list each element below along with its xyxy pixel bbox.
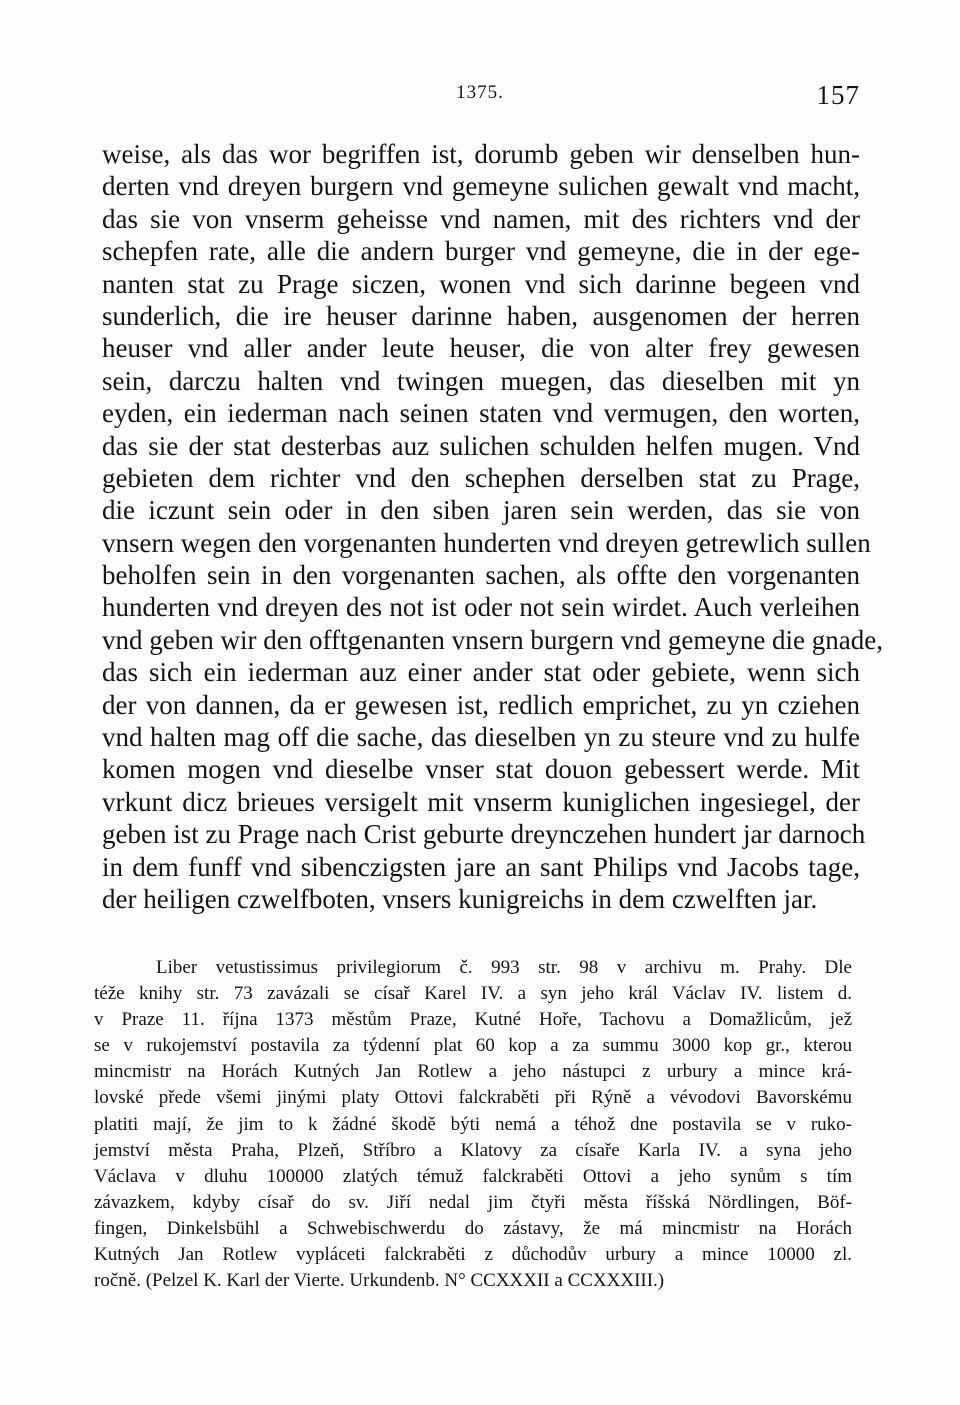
charter-text-line: vrkunt dicz brieues versigelt mit vnserm kuniglichen ingesiegel, der (102, 786, 860, 817)
editorial-note-line: Liber vetustissimus privilegiorum č. 993 str. 98 v archivu m. Prahy. Dle (156, 957, 852, 978)
editorial-note-line: téže knihy str. 73 zavázali se císař Karel IV. a syn jeho král Václav IV. listem d. (94, 983, 852, 1005)
charter-text-line: schepfen rate, alle die andern burger vnd gemeyne, die in der ege- (102, 236, 860, 267)
charter-text-line: die iczunt sein oder in den siben jaren sein werden, das sie von (102, 495, 860, 526)
charter-text-line: sunderlich, die ire heuser darinne haben, ausgenomen der herren (102, 300, 860, 331)
editorial-note-line: Kutných Jan Rotlew vypláceti falckraběti z důchodův urbury a mince 10000 zl. (94, 1244, 852, 1266)
charter-text-line: vnd halten mag off die sache, das dieselben yn zu steure vnd zu hulfe (102, 722, 860, 753)
editorial-note-line: platiti mají, že jim to k žádné škodě býti nemá a téhož dne postavila se v ruko- (94, 1113, 852, 1135)
running-head-year: 1375. (456, 82, 504, 103)
page-number: 157 (816, 80, 860, 110)
charter-text-line: das sich ein iederman auz einer ander stat oder gebiete, wenn sich (102, 657, 860, 688)
charter-text-line: derten vnd dreyen burgern vnd gemeyne sulichen gewalt vnd macht, (102, 171, 860, 202)
charter-text-line: das sie von vnserm geheisse vnd namen, mit des richters vnd der (102, 203, 860, 234)
editorial-note-line: fingen, Dinkelsbühl a Schwebischwerdu do zástavy, že má mincmistr na Horách (94, 1217, 852, 1239)
charter-text-line: weise, als das wor begriffen ist, dorumb geben wir denselben hun- (102, 139, 860, 169)
editorial-note-line: v Praze 11. října 1373 městům Praze, Kutné Hoře, Tachovu a Domažlicům, jež (94, 1009, 852, 1031)
charter-text-line: vnd geben wir den offtgenanten vnsern burgern vnd gemeyne die gnade, (102, 624, 884, 655)
editorial-note-line: závazkem, kdyby císař do sv. Jiří nedal jim čtyři města říšská Nördlingen, Böf- (94, 1191, 852, 1213)
charter-text-line: vnsern wegen den vorgenanten hunderten vnd dreyen getrewlich sullen (102, 527, 871, 558)
editorial-note-line: jemství města Praha, Plzeň, Stříbro a Klatovy za císaře Karla IV. a syna jeho (94, 1139, 852, 1161)
charter-text-line: geben ist zu Prage nach Crist geburte dreynczehen hundert jar darnoch (102, 819, 866, 850)
charter-text-line: das sie der stat desterbas auz sulichen schulden helfen mugen. Vnd (102, 430, 860, 461)
charter-text-line: heuser vnd aller ander leute heuser, die von alter frey gewesen (102, 333, 860, 364)
charter-text-line: sein, darczu halten vnd twingen muegen, das dieselben mit yn (102, 365, 860, 396)
editorial-note-line: lovské přede všemi jinými platy Ottovi falckraběti při Rýně a vévodovi Bavorskému (94, 1087, 852, 1109)
editorial-note-line: mincmistr na Horách Kutných Jan Rotlew a jeho nástupci z urbury a mince krá- (94, 1061, 852, 1083)
charter-text-line: eyden, ein iederman nach seinen staten vnd vermugen, den worten, (102, 398, 860, 429)
editorial-note (94, 955, 852, 1294)
charter-text-line: der von dannen, da er gewesen ist, redlich emprichet, zu yn cziehen (102, 689, 860, 720)
charter-text (102, 138, 884, 915)
charter-text-line: komen mogen vnd dieselbe vnser stat douon gebessert werde. Mit (102, 754, 860, 785)
editorial-note-line: Václava v dluhu 100000 zlatých témuž falckraběti Ottovi a jeho synům s tím (94, 1165, 852, 1187)
charter-text-line: der heiligen czwelfboten, vnsers kunigreichs in dem czwelften jar. (102, 883, 818, 914)
page-header (100, 80, 860, 114)
editorial-note-line: ročně. (Pelzel K. Karl der Vierte. Urkundenb. N° CCXXXII a CCXXXIII.) (94, 1270, 665, 1292)
editorial-note-line: se v rukojemství postavila za týdenní plat 60 kop a za summu 3000 kop gr., kterou (94, 1035, 852, 1057)
charter-text-line: hunderten vnd dreyen des not ist oder not sein wirdet. Auch verleihen (102, 592, 860, 623)
charter-text-line: gebieten dem richter vnd den schephen derselben stat zu Prage, (102, 462, 860, 493)
charter-text-line: beholfen sein in den vorgenanten sachen, als offte den vorgenanten (102, 560, 860, 591)
charter-text-line: nanten stat zu Prage siczen, wonen vnd sich darinne begeen vnd (102, 268, 860, 299)
charter-text-line: in dem funff vnd sibenczigsten jare an sant Philips vnd Jacobs tage, (102, 851, 860, 882)
